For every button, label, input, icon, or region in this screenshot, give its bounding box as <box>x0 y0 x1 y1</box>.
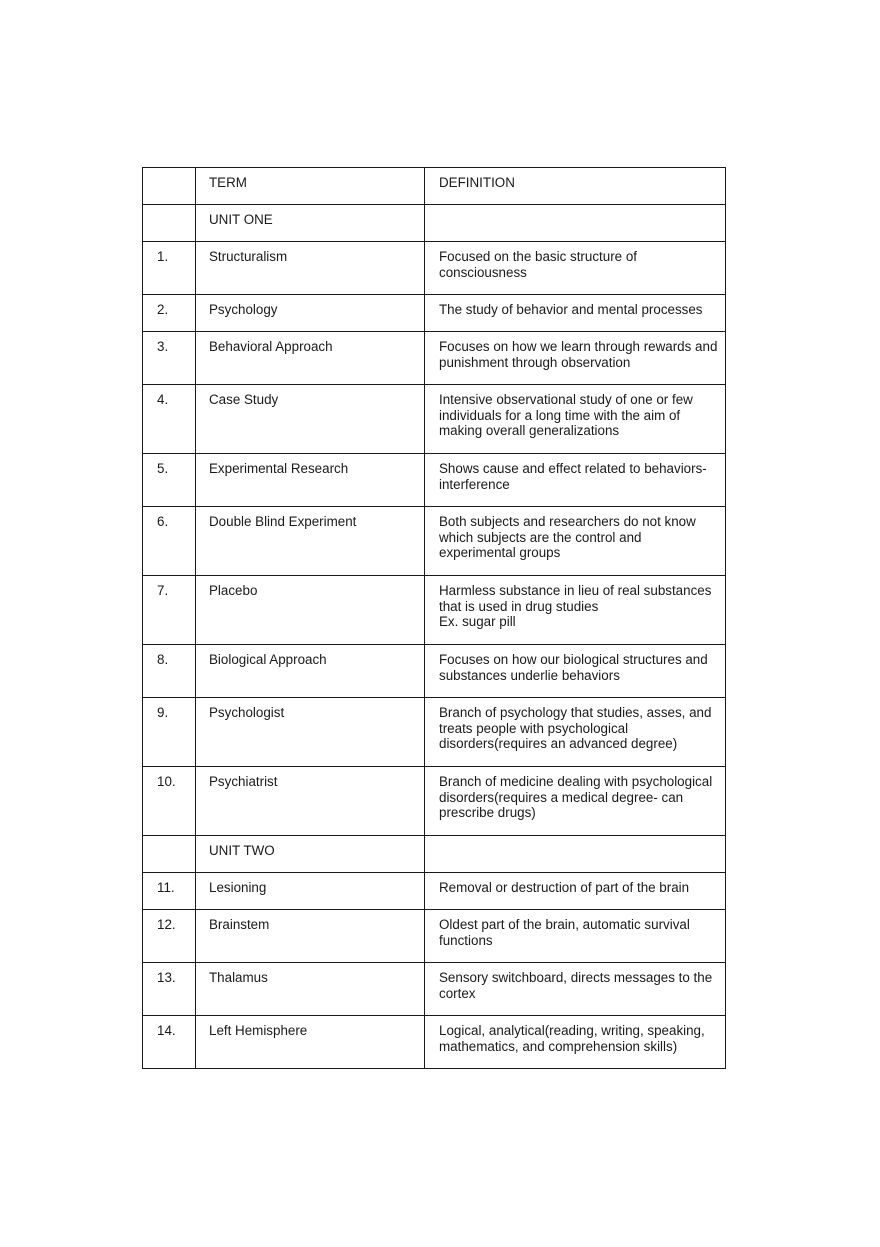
row-definition <box>425 910 726 963</box>
row-definition <box>425 332 726 385</box>
definition-line: Oldest part of the brain, automatic survival <box>439 917 690 932</box>
definition-line: experimental groups <box>439 545 561 561</box>
row-number: 4. <box>143 385 196 454</box>
table-header-row <box>143 168 726 205</box>
definition-line: Both subjects and researchers do not know <box>439 514 696 529</box>
definition-line: Focuses on how we learn through rewards and <box>439 339 718 354</box>
definition-line: Focused on the basic structure of <box>439 249 637 264</box>
section-title: UNIT ONE <box>196 205 425 242</box>
definition-line: functions <box>439 932 493 948</box>
definition-line: Focuses on how our biological structures and <box>439 652 708 667</box>
row-term: Psychologist <box>196 698 425 767</box>
row-definition <box>425 454 726 507</box>
row-term: Thalamus <box>196 963 425 1016</box>
table-row <box>143 332 726 385</box>
row-number: 14. <box>143 1016 196 1069</box>
row-definition <box>425 698 726 767</box>
row-number: 6. <box>143 507 196 576</box>
header-number-cell <box>143 168 196 205</box>
table-row <box>143 910 726 963</box>
row-definition <box>425 645 726 698</box>
definition-line: substances underlie behaviors <box>439 667 620 683</box>
definition-line: consciousness <box>439 264 527 280</box>
row-definition <box>425 1016 726 1069</box>
definition-line: interference <box>439 476 510 492</box>
definition-line: Removal or destruction of part of the brain <box>439 880 690 895</box>
row-number: 10. <box>143 767 196 836</box>
table-row <box>143 963 726 1016</box>
section-number-cell <box>143 205 196 242</box>
row-number: 13. <box>143 963 196 1016</box>
row-term: Brainstem <box>196 910 425 963</box>
row-definition <box>425 873 726 910</box>
row-definition <box>425 385 726 454</box>
row-term: Experimental Research <box>196 454 425 507</box>
definition-line: making overall generalizations <box>439 423 620 439</box>
definition-line: prescribe drugs) <box>439 805 536 821</box>
row-number: 2. <box>143 295 196 332</box>
row-definition <box>425 242 726 295</box>
row-number: 1. <box>143 242 196 295</box>
glossary-table <box>142 167 726 1069</box>
table-row <box>143 767 726 836</box>
row-number: 3. <box>143 332 196 385</box>
section-header-row <box>143 205 726 242</box>
section-number-cell <box>143 836 196 873</box>
row-term: Psychology <box>196 295 425 332</box>
definition-line: treats people with psychological <box>439 720 629 736</box>
row-number: 7. <box>143 576 196 645</box>
row-definition <box>425 295 726 332</box>
definition-line: Shows cause and effect related to behaviors- <box>439 461 707 476</box>
table-row <box>143 507 726 576</box>
definition-line: which subjects are the control and <box>439 529 642 545</box>
header-term-cell: TERM <box>196 168 425 205</box>
table-row <box>143 873 726 910</box>
definition-line: Branch of psychology that studies, asses, and <box>439 705 712 720</box>
table-row <box>143 576 726 645</box>
row-term: Double Blind Experiment <box>196 507 425 576</box>
row-term: Lesioning <box>196 873 425 910</box>
definition-line: Harmless substance in lieu of real substances <box>439 583 712 598</box>
definition-line: disorders(requires a medical degree- can <box>439 789 684 805</box>
section-header-row <box>143 836 726 873</box>
table-row <box>143 295 726 332</box>
definition-line: individuals for a long time with the aim of <box>439 407 681 423</box>
definition-line: cortex <box>439 985 476 1001</box>
definition-line: Intensive observational study of one or few <box>439 392 693 407</box>
definition-line: punishment through observation <box>439 354 631 370</box>
row-term: Biological Approach <box>196 645 425 698</box>
row-number: 9. <box>143 698 196 767</box>
row-definition <box>425 767 726 836</box>
row-term: Left Hemisphere <box>196 1016 425 1069</box>
definition-line: The study of behavior and mental processes <box>439 302 703 317</box>
row-term: Placebo <box>196 576 425 645</box>
header-definition-cell: DEFINITION <box>425 168 726 205</box>
table-row <box>143 454 726 507</box>
definition-line: mathematics, and comprehension skills) <box>439 1038 678 1054</box>
row-number: 5. <box>143 454 196 507</box>
definition-line: that is used in drug studies <box>439 598 599 614</box>
row-definition <box>425 576 726 645</box>
definition-line: Logical, analytical(reading, writing, speaking, <box>439 1023 705 1038</box>
row-definition <box>425 963 726 1016</box>
definition-line: Branch of medicine dealing with psychological <box>439 774 713 789</box>
row-term: Case Study <box>196 385 425 454</box>
section-title: UNIT TWO <box>196 836 425 873</box>
row-number: 11. <box>143 873 196 910</box>
table-row <box>143 1016 726 1069</box>
table-row <box>143 385 726 454</box>
row-term: Structuralism <box>196 242 425 295</box>
section-definition-cell <box>425 836 726 873</box>
glossary-table-body <box>143 168 726 1069</box>
row-term: Behavioral Approach <box>196 332 425 385</box>
table-row <box>143 698 726 767</box>
definition-line: Sensory switchboard, directs messages to the <box>439 970 713 985</box>
definition-line: disorders(requires an advanced degree) <box>439 736 678 752</box>
row-term: Psychiatrist <box>196 767 425 836</box>
row-number: 8. <box>143 645 196 698</box>
row-number: 12. <box>143 910 196 963</box>
row-definition <box>425 507 726 576</box>
table-row <box>143 242 726 295</box>
table-row <box>143 645 726 698</box>
definition-line: Ex. sugar pill <box>439 614 516 630</box>
section-definition-cell <box>425 205 726 242</box>
